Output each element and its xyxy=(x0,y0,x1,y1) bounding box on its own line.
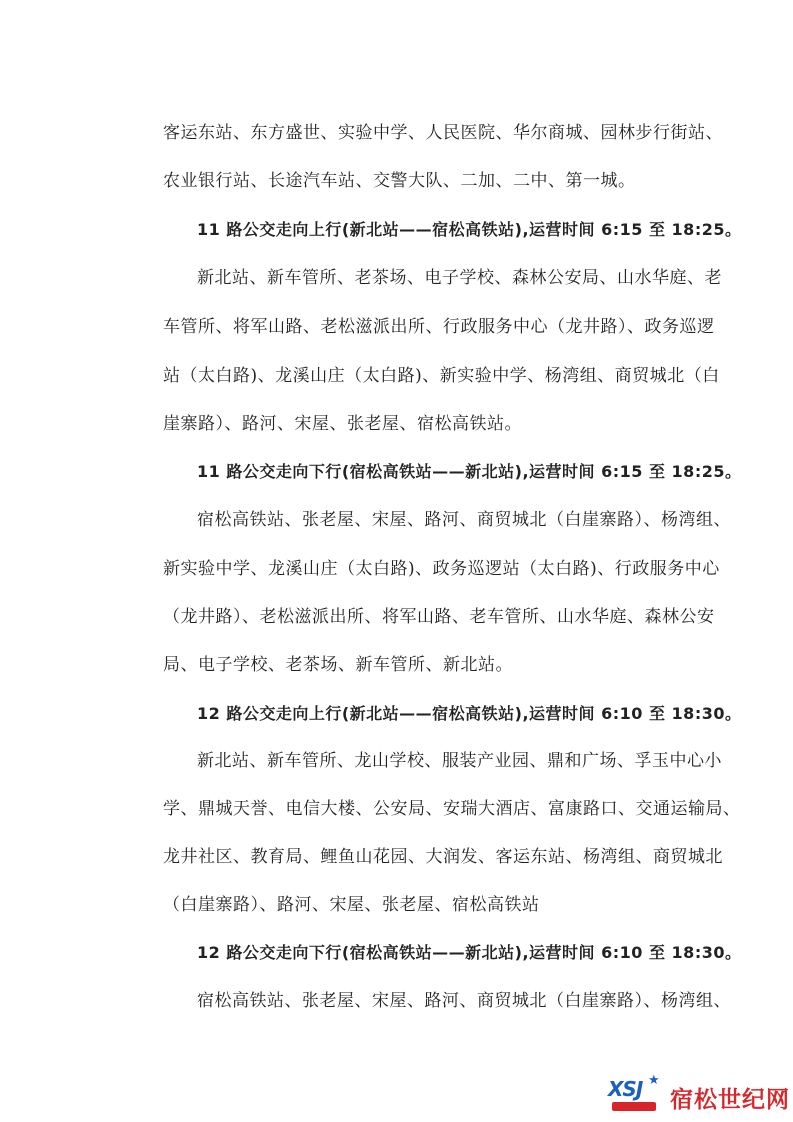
body-text-line: 新北站、新车管所、老茶场、电子学校、森林公安局、山水华庭、老 xyxy=(197,268,722,288)
site-logo[interactable] xyxy=(604,1075,789,1117)
route-heading: 12 路公交走向下行(宿松高铁站——新北站),运营时间 6:10 至 18:30。 xyxy=(197,943,742,962)
site-name: 宿松世纪网 xyxy=(670,1087,790,1113)
body-text-line: 车管所、将军山路、老松滋派出所、行政服务中心（龙井路）、政务巡逻 xyxy=(163,317,715,337)
body-text-line: 新实验中学、龙溪山庄（太白路)、政务巡逻站（太白路)、行政服务中心 xyxy=(163,559,720,579)
body-text-line: （龙井路）、老松滋派出所、将军山路、老车管所、山水华庭、森林公安 xyxy=(163,607,715,627)
route-heading: 11 路公交走向下行(宿松高铁站——新北站),运营时间 6:15 至 18:25。 xyxy=(197,462,742,481)
body-text-line: 宿松高铁站、张老屋、宋屋、路河、商贸城北（白崖寨路）、杨湾组、 xyxy=(197,510,731,530)
logo-tag-bar xyxy=(612,1102,656,1111)
body-text-line: 龙井社区、教育局、鲤鱼山花园、大润发、客运东站、杨湾组、商贸城北 xyxy=(163,847,723,867)
logo-mark-icon xyxy=(604,1075,664,1117)
body-text-line: 局、电子学校、老茶场、新车管所、新北站。 xyxy=(163,655,513,675)
body-text-line: 崖寨路）、路河、宋屋、张老屋、宿松高铁站。 xyxy=(163,414,522,434)
body-text-line: 客运东站、东方盛世、实验中学、人民医院、华尔商城、园林步行街站、 xyxy=(163,123,723,143)
body-text-line: 新北站、新车管所、龙山学校、服装产业园、鼎和广场、孚玉中心小 xyxy=(197,751,722,771)
body-text-line: 宿松高铁站、张老屋、宋屋、路河、商贸城北（白崖寨路）、杨湾组、 xyxy=(197,991,731,1011)
body-text-line: 站（太白路)、龙溪山庄（太白路)、新实验中学、杨湾组、商贸城北（白 xyxy=(163,366,720,386)
logo-mark-text: XSJ xyxy=(608,1077,643,1101)
body-text-line: 学、鼎城天誉、电信大楼、公安局、安瑞大酒店、富康路口、交通运输局、 xyxy=(163,799,741,819)
star-icon: ★ xyxy=(648,1073,660,1088)
route-heading: 12 路公交走向上行(新北站——宿松高铁站),运营时间 6:10 至 18:30。 xyxy=(197,704,742,723)
body-text-line: 农业银行站、长途汽车站、交警大队、二加、二中、第一城。 xyxy=(163,171,636,191)
body-text-line: （白崖寨路）、路河、宋屋、张老屋、宿松高铁站 xyxy=(163,895,540,915)
route-heading: 11 路公交走向上行(新北站——宿松高铁站),运营时间 6:15 至 18:25。 xyxy=(197,220,742,239)
